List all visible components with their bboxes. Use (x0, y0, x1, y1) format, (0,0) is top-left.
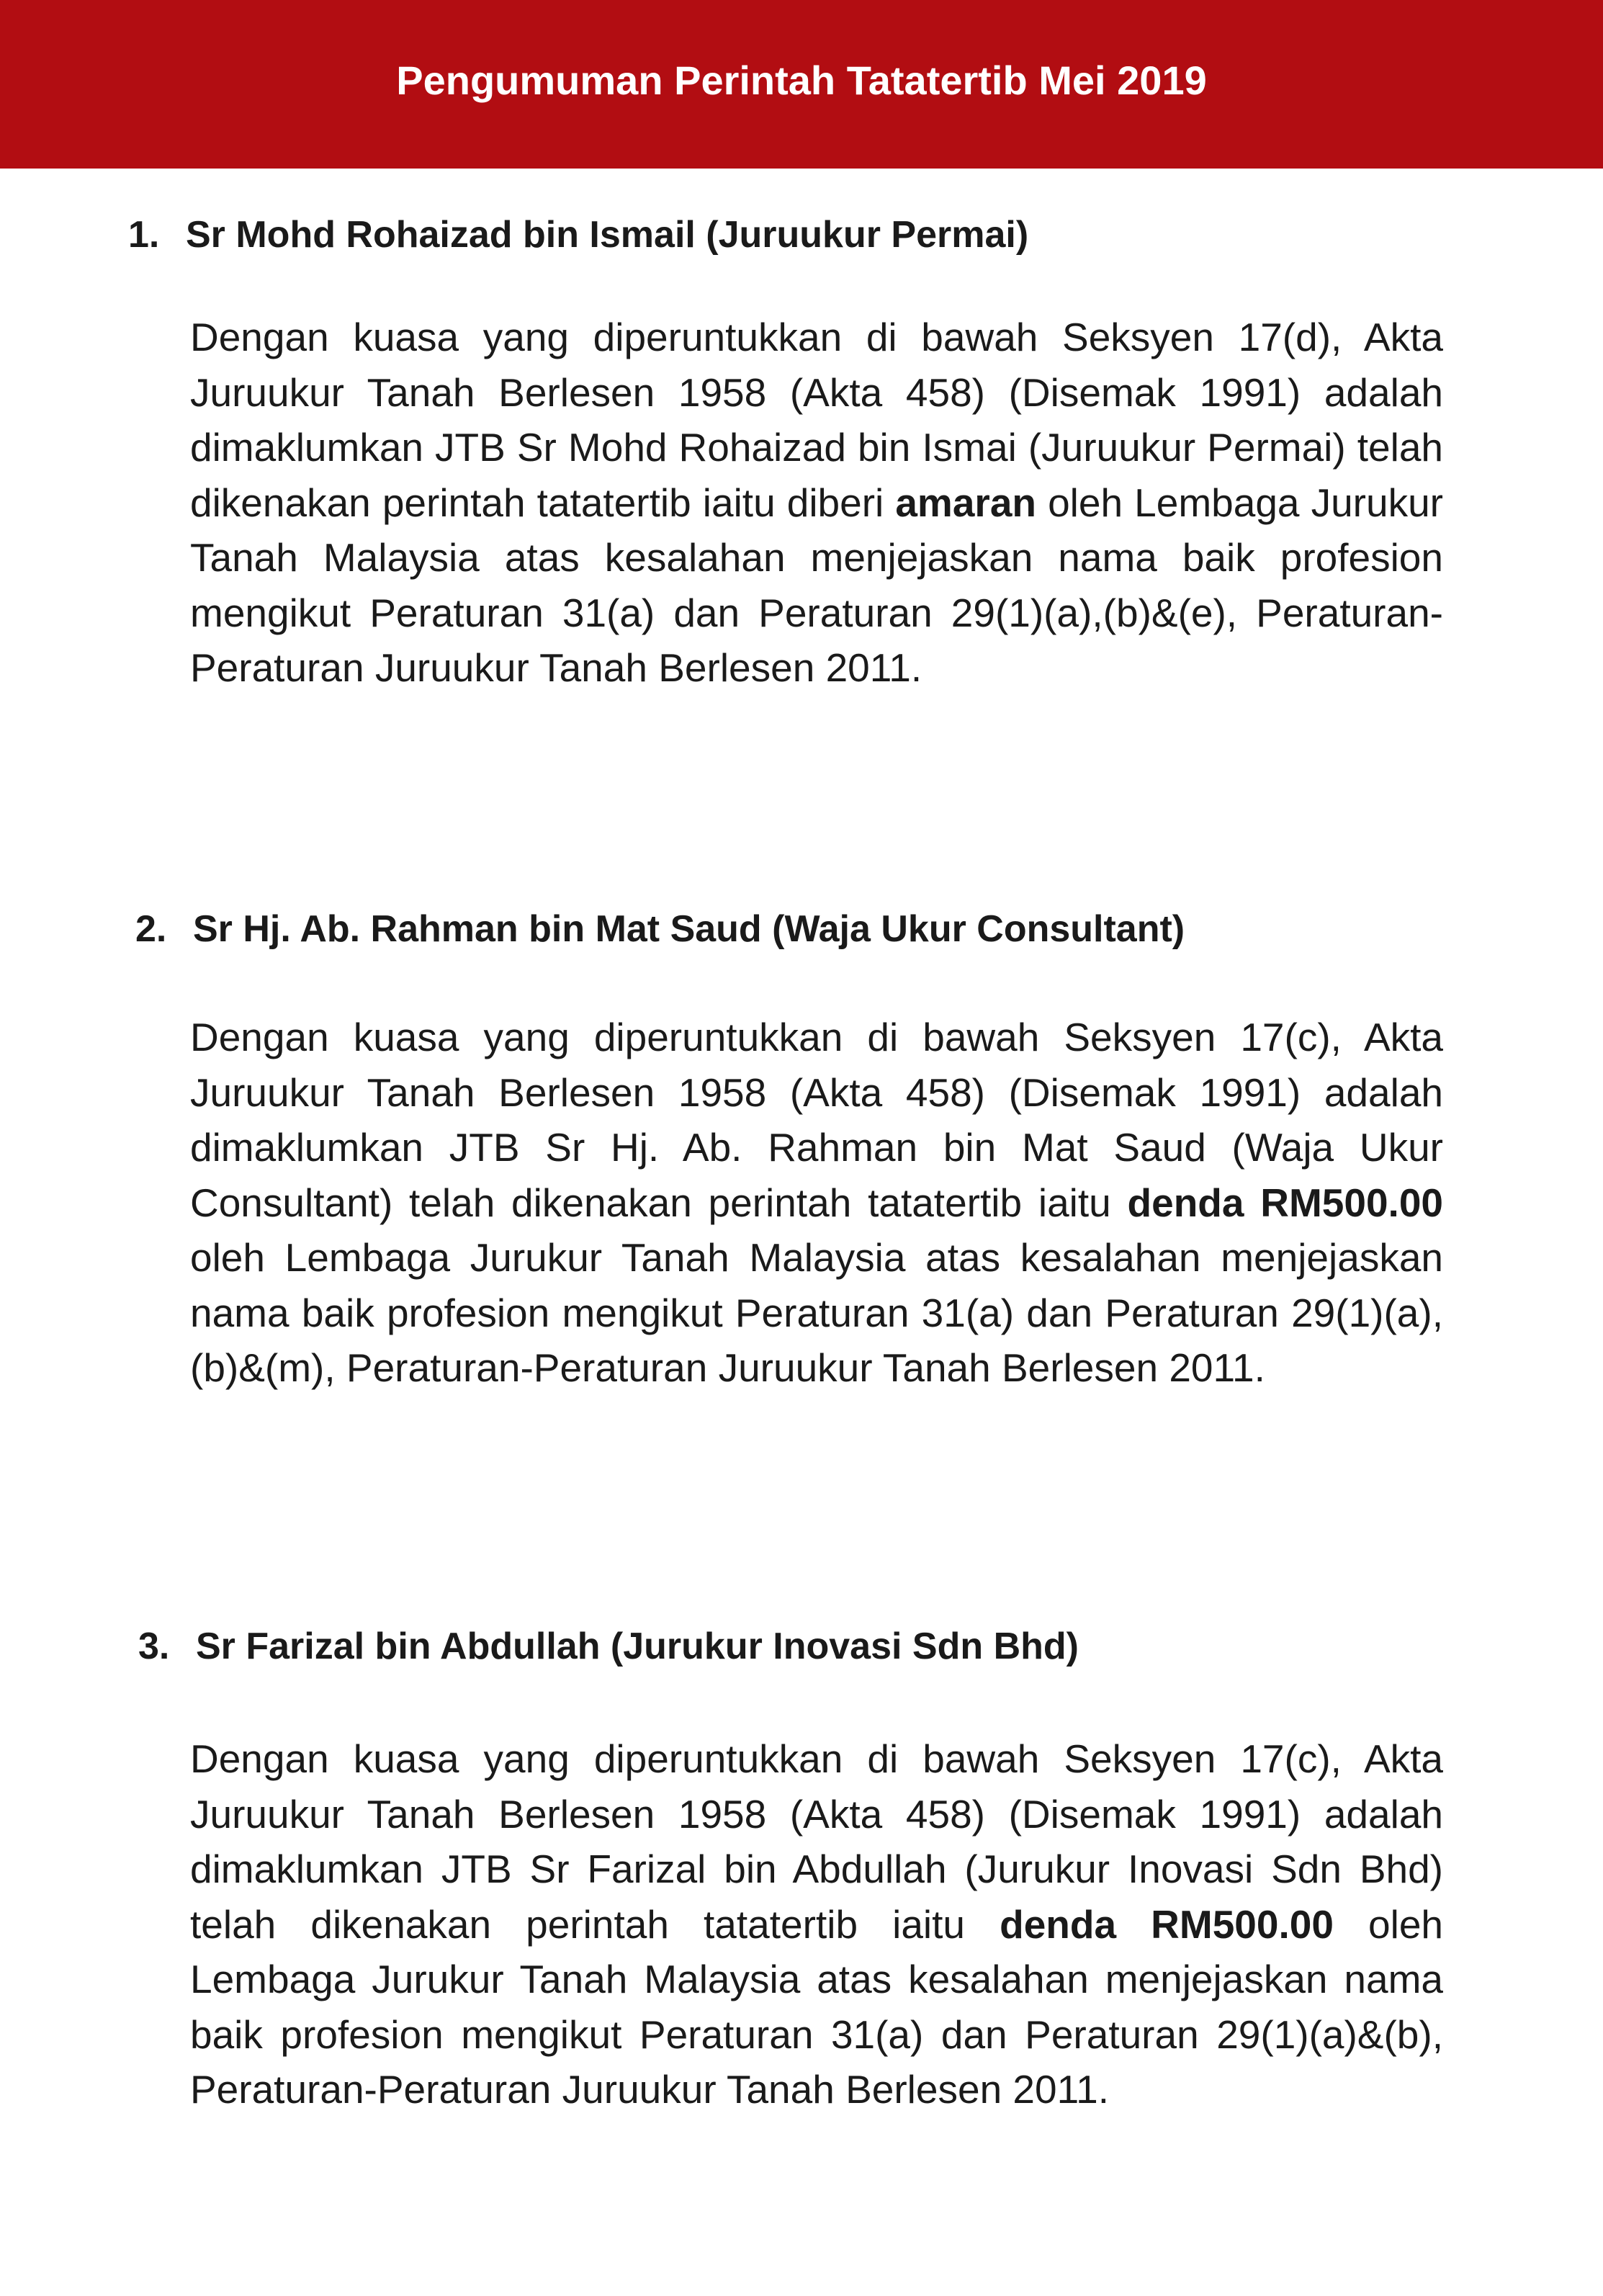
item-body-2 (190, 1010, 1443, 1396)
penalty-text: denda RM500.00 (1127, 1180, 1443, 1225)
body-text: Dengan kuasa yang diperuntukkan di bawah Seksyen 17(c), Akta Juruukur Tanah Berlesen 1958 (Akta 458) (Disemak 1991) adalah dimaklumkan JTB Sr Farizal bin Abdullah (Jurukur Inovasi Sdn Bhd) telah dikenakan perintah tatatertib iaitu (190, 1736, 1443, 1947)
item-heading-2 (135, 906, 1185, 952)
page-title: Pengumuman Perintah Tatatertib Mei 2019 (396, 58, 1207, 103)
item-heading-3 (138, 1623, 1079, 1669)
item-number: 3. (138, 1625, 170, 1667)
body-text: Dengan kuasa yang diperuntukkan di bawah Seksyen 17(d), Akta Juruukur Tanah Berlesen 1958 (Akta 458) (Disemak 1991) adalah dimaklumkan JTB Sr Mohd Rohaizad bin Ismai (Juruukur Permai) telah dikenakan perintah tatatertib iaitu diberi (190, 315, 1443, 525)
item-title: Sr Hj. Ab. Rahman bin Mat Saud (Waja Ukur Consultant) (193, 908, 1185, 950)
item-body-3 (190, 1731, 1443, 2117)
item-title: Sr Mohd Rohaizad bin Ismail (Juruukur Permai) (186, 214, 1029, 256)
item-number: 2. (135, 908, 167, 950)
item-heading-1 (128, 212, 1028, 258)
body-text: oleh Lembaga Jurukur Tanah Malaysia atas kesalahan menjejaskan nama baik profesion mengikut Peraturan 31(a) dan Peraturan 29(1)(a),(b)&(m), Peraturan-Peraturan Juruukur Tanah Berlesen 2011. (190, 1235, 1443, 1390)
header-banner (0, 0, 1603, 169)
item-title: Sr Farizal bin Abdullah (Jurukur Inovasi Sdn Bhd) (196, 1625, 1079, 1667)
body-text: oleh Lembaga Jurukur Tanah Malaysia atas kesalahan menjejaskan nama baik profesion mengikut Peraturan 31(a) dan Peraturan 29(1)(a)&(b), Peraturan-Peraturan Juruukur Tanah Berlesen 2011. (190, 1901, 1443, 2112)
item-body-1 (190, 310, 1443, 696)
item-number: 1. (128, 214, 160, 256)
body-text: oleh Lembaga Jurukur Tanah Malaysia atas kesalahan menjejaskan nama baik profesion mengikut Peraturan 31(a) dan Peraturan 29(1)(a),(b)&(e), Peraturan-Peraturan Juruukur Tanah Berlesen 2011. (190, 480, 1443, 690)
body-text: Dengan kuasa yang diperuntukkan di bawah Seksyen 17(c), Akta Juruukur Tanah Berlesen 1958 (Akta 458) (Disemak 1991) adalah dimaklumkan JTB Sr Hj. Ab. Rahman bin Mat Saud (Waja Ukur Consultant) telah dikenakan perintah tatatertib iaitu (190, 1015, 1443, 1225)
penalty-text: denda RM500.00 (1000, 1901, 1334, 1947)
penalty-text: amaran (895, 480, 1037, 525)
